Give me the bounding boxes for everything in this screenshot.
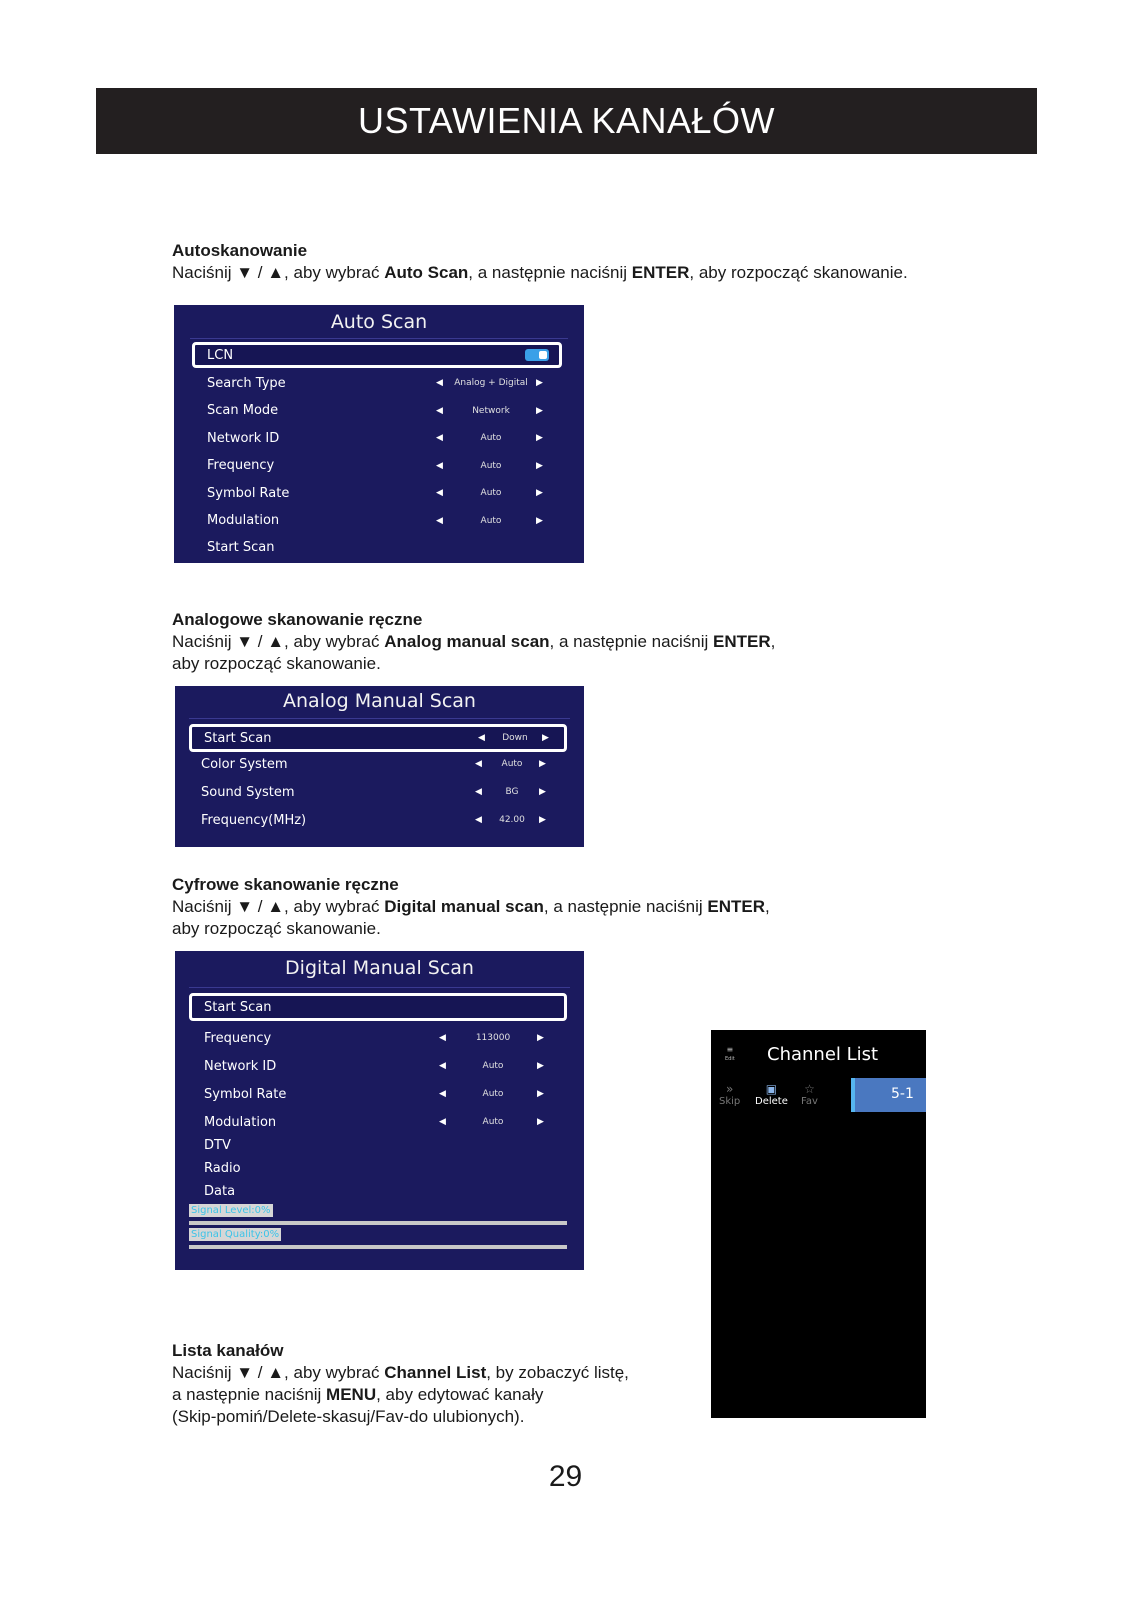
radio-label: Radio	[204, 1160, 241, 1176]
row-value: 113000	[475, 1033, 511, 1043]
signal-level-label: Signal Level:0%	[191, 1205, 271, 1216]
settings-row[interactable]	[192, 371, 562, 395]
digital-heading: Cyfrowe skanowanie ręczne	[172, 875, 399, 894]
text-part: , a następnie naciśnij	[468, 263, 632, 282]
start-scan-row[interactable]	[189, 993, 567, 1021]
row-value: Analog + Digital	[454, 378, 528, 388]
text-part: ,	[765, 897, 770, 916]
page-title: USTAWIENIA KANAŁÓW	[357, 100, 776, 141]
channel-list-title: Channel List	[767, 1044, 879, 1065]
text-part: Naciśnij ▼ / ▲, aby wybrać	[172, 632, 385, 651]
signal-quality-label: Signal Quality:0%	[191, 1229, 280, 1240]
text-part: , aby rozpocząć skanowanie.	[689, 263, 908, 282]
arrow-left-icon[interactable]: ◀	[436, 515, 443, 526]
arrow-left-icon[interactable]: ◀	[439, 1033, 446, 1043]
channel-list-text-line2	[172, 1384, 629, 1406]
page-title-bar	[96, 88, 1037, 154]
row-label: Frequency	[204, 1030, 272, 1046]
text-part: Naciśnij ▼ / ▲, aby wybrać	[172, 897, 385, 916]
row-label: Frequency	[207, 458, 275, 473]
text-bold: Auto Scan	[384, 263, 469, 282]
text-bold: ENTER	[713, 632, 771, 651]
autoscan-section	[172, 240, 908, 284]
text-part: a następnie naciśnij	[172, 1385, 327, 1404]
lcn-toggle[interactable]	[525, 349, 549, 361]
analog-heading: Analogowe skanowanie ręczne	[172, 610, 423, 629]
edit-icon[interactable]: ≡ Edit	[725, 1045, 735, 1062]
start-scan-label: Start Scan	[204, 999, 272, 1015]
row-value: Auto	[482, 1089, 504, 1099]
skip-action[interactable]	[719, 1082, 740, 1107]
dtv-label: DTV	[204, 1137, 231, 1153]
channel-item[interactable]	[851, 1078, 926, 1112]
channel-list-section	[172, 1340, 629, 1428]
channel-number: 5-1	[891, 1086, 914, 1102]
arrow-left-icon[interactable]: ◀	[436, 405, 443, 416]
trash-icon: ▣	[765, 1082, 778, 1096]
arrow-left-icon[interactable]: ◀	[436, 378, 443, 388]
arrow-left-icon[interactable]: ◀	[439, 1117, 446, 1127]
panel-title: Analog Manual Scan	[283, 690, 476, 712]
text-part: , a następnie naciśnij	[549, 632, 714, 651]
arrow-right-icon[interactable]: ▶	[537, 1089, 544, 1099]
row-value: Down	[502, 733, 528, 743]
lcn-row[interactable]	[192, 342, 562, 368]
settings-row[interactable]	[189, 808, 567, 832]
text-part: , by zobaczyć listę,	[486, 1363, 629, 1382]
panel-title: Digital Manual Scan	[285, 957, 474, 979]
arrow-right-icon[interactable]: ▶	[536, 405, 543, 416]
row-label: Symbol Rate	[207, 485, 290, 501]
analog-text	[172, 631, 775, 653]
delete-action[interactable]	[755, 1082, 788, 1107]
settings-row[interactable]	[189, 724, 567, 752]
channel-list-text	[172, 1362, 629, 1384]
settings-row[interactable]	[192, 454, 562, 478]
arrow-right-icon[interactable]: ▶	[539, 787, 546, 797]
row-value: Network	[472, 405, 510, 416]
channel-list-text-line3: (Skip-pomiń/Delete-skasuj/Fav-do ulubionych).	[172, 1407, 525, 1426]
settings-row[interactable]	[192, 509, 562, 533]
settings-row[interactable]	[189, 1110, 567, 1134]
analog-manual-scan-panel	[175, 686, 584, 847]
row-label: Modulation	[207, 513, 280, 528]
signal-level-bar	[189, 1221, 567, 1225]
auto-scan-panel	[174, 305, 584, 563]
start-scan-row[interactable]	[192, 535, 562, 559]
settings-row[interactable]	[189, 1054, 567, 1078]
arrow-right-icon[interactable]: ▶	[539, 759, 546, 769]
row-value: Auto	[501, 759, 523, 769]
arrow-left-icon[interactable]: ◀	[439, 1061, 446, 1071]
data-label: Data	[204, 1183, 236, 1199]
arrow-right-icon[interactable]: ▶	[536, 378, 543, 388]
text-bold: ENTER	[707, 897, 766, 916]
text-bold: ENTER	[631, 263, 690, 282]
divider	[190, 338, 568, 339]
row-label: Scan Mode	[207, 403, 279, 418]
arrow-left-icon[interactable]: ◀	[475, 815, 482, 825]
arrow-right-icon[interactable]: ▶	[537, 1033, 544, 1043]
text-bold: Digital manual scan	[384, 897, 544, 916]
arrow-left-icon[interactable]: ◀	[439, 1089, 446, 1099]
text-part: Naciśnij ▼ / ▲, aby wybrać	[172, 263, 385, 282]
analog-section	[172, 609, 775, 675]
radio-row	[189, 1158, 567, 1178]
arrow-right-icon[interactable]: ▶	[542, 733, 549, 743]
row-label: Start Scan	[204, 730, 272, 746]
text-part: , a następnie naciśnij	[543, 897, 708, 916]
row-value: Auto	[480, 488, 502, 498]
arrow-right-icon[interactable]: ▶	[536, 515, 543, 526]
arrow-left-icon[interactable]: ◀	[436, 460, 443, 471]
row-value: Auto	[480, 460, 502, 471]
star-icon: ☆	[804, 1082, 815, 1096]
channel-list-heading: Lista kanałów	[172, 1341, 284, 1360]
row-label: Network ID	[207, 430, 280, 446]
settings-row[interactable]	[189, 752, 567, 776]
row-label: Network ID	[204, 1058, 277, 1074]
divider	[189, 987, 570, 988]
row-label: Frequency(MHz)	[201, 812, 307, 828]
panel-title: Auto Scan	[330, 311, 428, 333]
text-part: ,	[770, 632, 776, 651]
arrow-left-icon[interactable]: ◀	[478, 733, 485, 743]
settings-row[interactable]	[189, 780, 567, 804]
arrow-right-icon[interactable]: ▶	[536, 488, 543, 498]
row-label: Modulation	[204, 1114, 277, 1130]
arrow-left-icon[interactable]: ◀	[475, 787, 482, 797]
text-bold: Analog manual scan	[384, 632, 550, 651]
skip-label: Skip	[719, 1096, 741, 1107]
arrow-left-icon[interactable]: ◀	[436, 488, 443, 498]
delete-label: Delete	[755, 1096, 788, 1107]
digital-text	[172, 896, 770, 918]
data-row	[189, 1181, 567, 1201]
text-part: , aby edytować kanały	[376, 1385, 544, 1404]
edit-label: Edit	[725, 1056, 735, 1062]
row-label: Sound System	[201, 784, 295, 800]
settings-row[interactable]	[189, 1026, 567, 1050]
arrow-right-icon[interactable]: ▶	[536, 433, 543, 443]
divider	[189, 718, 570, 719]
row-value: 42.00	[499, 815, 525, 825]
digital-section	[172, 874, 770, 940]
analog-text-line2: aby rozpocząć skanowanie.	[172, 654, 381, 673]
row-label: Symbol Rate	[204, 1086, 287, 1102]
arrow-right-icon[interactable]: ▶	[537, 1061, 544, 1071]
text-bold: MENU	[326, 1385, 377, 1404]
row-value: BG	[505, 787, 519, 797]
signal-quality-bar	[189, 1245, 567, 1249]
settings-row[interactable]	[192, 426, 562, 450]
text-part: Naciśnij ▼ / ▲, aby wybrać	[172, 1363, 385, 1382]
skip-icon: »	[725, 1082, 734, 1096]
arrow-right-icon[interactable]: ▶	[537, 1117, 544, 1127]
row-value: Auto	[482, 1117, 504, 1127]
start-scan-label: Start Scan	[207, 539, 275, 555]
arrow-left-icon[interactable]: ◀	[436, 433, 443, 443]
fav-action[interactable]	[801, 1082, 818, 1107]
settings-row[interactable]	[192, 399, 562, 423]
arrow-right-icon[interactable]: ▶	[536, 460, 543, 471]
row-label: Color System	[201, 756, 288, 772]
digital-text-line2: aby rozpocząć skanowanie.	[172, 919, 381, 938]
arrow-right-icon[interactable]: ▶	[539, 815, 546, 825]
row-label: Search Type	[207, 375, 286, 391]
dtv-row	[189, 1135, 567, 1155]
autoscan-heading: Autoskanowanie	[172, 241, 308, 260]
settings-row[interactable]	[192, 481, 562, 505]
settings-row[interactable]	[189, 1082, 567, 1106]
autoscan-text	[172, 262, 908, 284]
row-value: Auto	[482, 1061, 504, 1071]
digital-manual-scan-panel	[175, 951, 584, 1270]
channel-list-panel	[711, 1030, 926, 1418]
row-value: Auto	[480, 433, 502, 443]
lcn-label: LCN	[207, 347, 234, 363]
arrow-left-icon[interactable]: ◀	[475, 759, 482, 769]
row-value: Auto	[480, 515, 502, 526]
fav-label: Fav	[801, 1096, 818, 1107]
text-bold: Channel List	[384, 1363, 487, 1382]
page-number: 29	[548, 1460, 583, 1493]
